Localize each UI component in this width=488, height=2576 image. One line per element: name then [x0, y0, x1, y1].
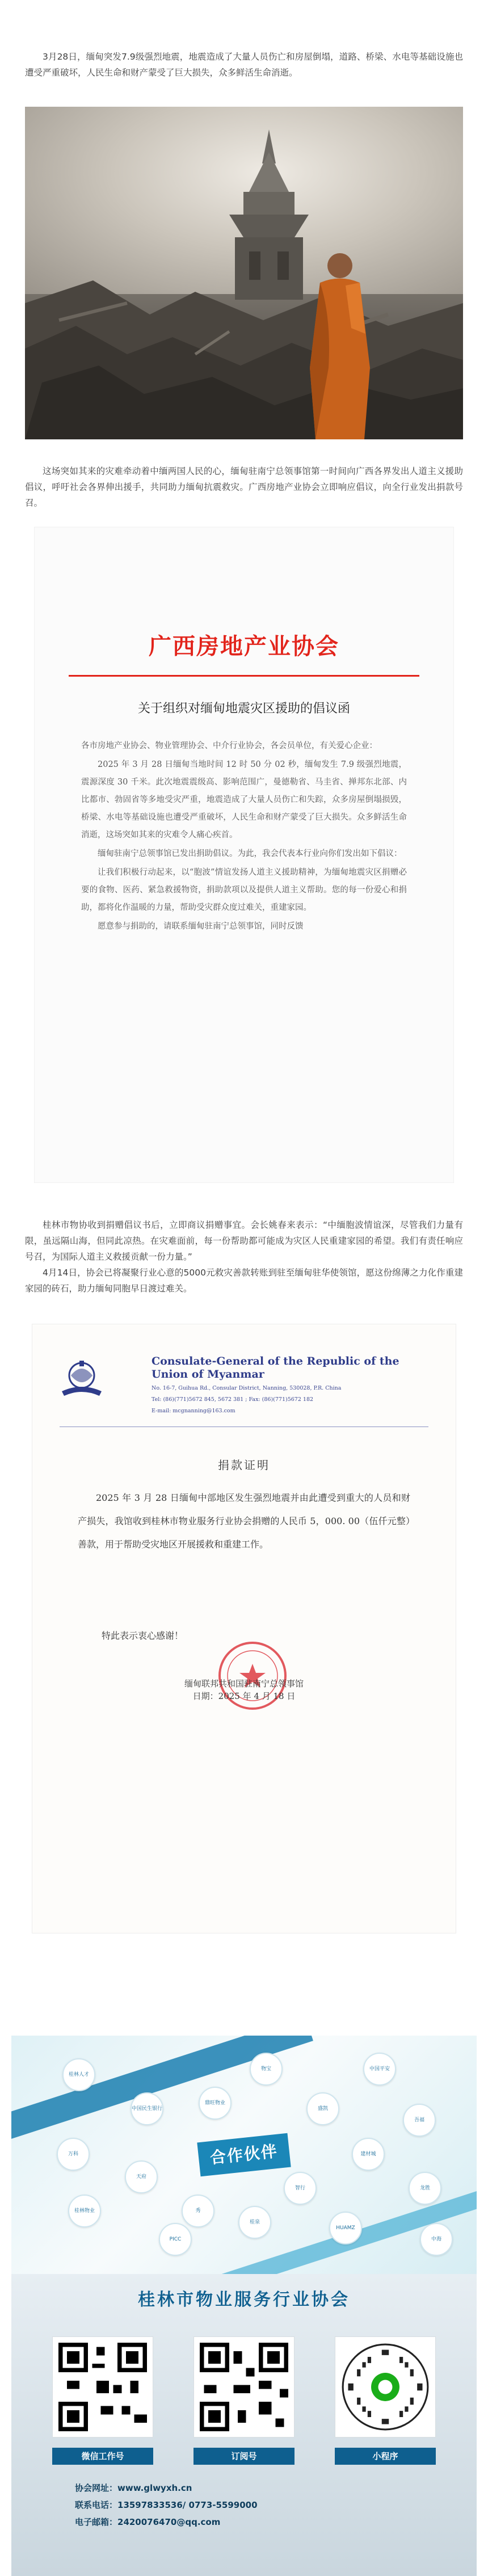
website-text: 协会网址：www.glwyxh.cn: [75, 2483, 192, 2493]
association-footer: [11, 2274, 477, 2576]
consulate-name-en: Consulate-General of the Republic of the Union of Myanmar: [152, 1355, 399, 1381]
donation-certificate-image: [32, 1324, 456, 1933]
letter-paragraph: 让我们积极行动起来，以“胞波”情谊发扬人道主义援助精神，为缅甸地震灾区捐赠必要的食物、医药、紧急救援物资，捐助款项以及提供人道主义帮助。您的每一份爱心和捐助，都将化作温暖的力量，帮助受灾群众度过难关，重建家园。: [81, 868, 407, 912]
consulate-email: E-mail: mcgnanning@163.com: [152, 1408, 235, 1414]
qr-code-icon: [58, 2343, 147, 2431]
consulate-appeal-section: [0, 439, 488, 527]
qr-code-icon: [200, 2343, 288, 2431]
partners-banner: [11, 2036, 477, 2274]
certificate-paragraph: 2025 年 3 月 28 日缅甸中部地区发生强烈地震并由此遭受到重大的人员和财产损失，我馆收到桂林市物业服务行业协会捐赠的人民币 5，000. 00（伍仟元整）善款，用于帮助受灾地区开展援救和重建工作。: [78, 1492, 410, 1550]
partner-logo: 中国民生银行: [131, 2092, 163, 2125]
partner-logo: 天府: [125, 2160, 158, 2193]
partner-logo: 龙胜: [409, 2172, 441, 2205]
donation-transfer-paragraph: 4月14日，协会已将凝聚行业心意的5000元救灾善款转账到驻至缅甸驻华使领馆，愿这份绵薄之力化作重建家园的砖石，助力缅甸同胞早日渡过难关。: [25, 1268, 463, 1294]
footer-org-name: 桂林市物业服务行业协会: [138, 2290, 350, 2310]
partner-logo: 桂林物业: [68, 2195, 101, 2227]
monk-figure: [297, 243, 382, 439]
signer-name: 缅甸联邦共和国驻南宁总领事馆: [184, 1679, 304, 1689]
subscription-qr-label: 订阅号: [193, 2448, 295, 2465]
mini-program-qr-code[interactable]: [335, 2336, 436, 2437]
partner-logo: 万科: [57, 2138, 90, 2171]
initiative-letter-image: [34, 527, 454, 1183]
letterhead-divider: [69, 675, 419, 677]
letter-paragraph: 2025 年 3 月 28 日缅甸当地时间 12 时 50 分 02 秒，缅甸发生 7.9 级强烈地震，震源深度 30 千米。此次地震震级高、影响范围广，曼德勒省、马圭省、掸邦东北部、内比都市、勃固省等多地受灾严重，地震造成了大量人员伤亡和失踪，众多房屋倒塌损毁，桥梁、水电等基础设施也遭受严重破坏，人民生命和财产蒙受了巨大损失。众多鲜活生命消逝，这场突如其来的灾难令人痛心疾首。: [81, 760, 407, 840]
president-statement-paragraph: 桂林市物协收到捐赠倡议书后，立即商议捐赠事宜。会长姚春来表示：“中缅胞波情谊深，尽管我们力量有限，虽远隔山海，但同此凉热。在灾难面前，每一份帮助都可能成为灾区人民重建家园的希望。我们有责任响应号召，为国际人道主义救援贡献一份力量。”: [25, 1220, 463, 1262]
certificate-date: 日期：2025 年 4 月 18 日: [192, 1691, 296, 1701]
wechat-qr-label: 微信工作号: [52, 2448, 153, 2465]
consulate-address: No. 16-7, Guihua Rd., Consular District, Nanning, 530028, P.R. China: [152, 1385, 342, 1391]
phone-text: 联系电话：13597833536/ 0773-5599000: [75, 2500, 258, 2510]
myanmar-emblem-icon: [60, 1357, 104, 1398]
letter-title: 关于组织对缅甸地震灾区援助的倡议函: [137, 702, 350, 716]
partner-logo: 建材城: [352, 2138, 385, 2171]
consulate-letterhead: [152, 1355, 424, 1415]
letter-salutation: 各市房地产业协会、物业管理协会、中介行业协会，各会员单位，有关爱心企业：: [81, 741, 377, 750]
certificate-title: 捐款证明: [218, 1458, 270, 1472]
intro-paragraph: 3月28日，缅甸突发7.9级强烈地震，地震造成了大量人员伤亡和房屋倒塌，道路、桥梁、水电等基础设施也遭受严重破坏，人民生命和财产蒙受了巨大损失，众多鲜活生命消逝。: [25, 52, 463, 78]
partner-logo: 中国平安: [363, 2053, 396, 2086]
wechat-qr-code[interactable]: [52, 2336, 153, 2437]
certificate-thanks: 特此表示衷心感谢！: [102, 1630, 184, 1641]
partner-logo: 中海: [420, 2223, 453, 2256]
partner-logo: 鼎旺物业: [199, 2087, 232, 2120]
mini-program-qr-label: 小程序: [335, 2448, 436, 2465]
partner-logo: 物宝: [250, 2053, 283, 2086]
partner-logo: 智行: [284, 2172, 317, 2205]
consulate-appeal-paragraph: 这场突如其来的灾难牵动着中缅两国人民的心，缅甸驻南宁总领事馆第一时间向广西各界发出人道主义援助倡议，呼吁社会各界伸出援手，共同助力缅甸抗震救灾。广西房地产业协会立即响应倡议，向全行业发出捐款号召。: [25, 466, 463, 508]
subscription-qr-code[interactable]: [193, 2336, 295, 2437]
email-text: 电子邮箱：2420076470@qq.com: [75, 2517, 221, 2527]
partner-logo: 桂林人才: [62, 2058, 95, 2091]
earthquake-photo: [25, 107, 463, 439]
rubble-illustration: [25, 269, 463, 439]
partner-logo: HUAMZ: [329, 2212, 362, 2244]
partner-logo: 盛凯: [306, 2092, 339, 2125]
contact-info: [75, 2479, 258, 2531]
partners-title: 合作伙伴: [197, 2133, 291, 2176]
letter-paragraph: 缅甸驻南宁总领事馆已发出捐助倡议。为此，我会代表本行业向你们发出如下倡议：: [98, 849, 402, 858]
letter-paragraph: 愿意参与捐助的，请联系缅甸驻南宁总领事馆，同时反馈: [98, 922, 304, 931]
partner-logo: 吾福: [403, 2104, 436, 2137]
consulate-phone: Tel: (86)(771)5672 845, 5672 381 ; Fax: (86)(771)5672 182: [152, 1396, 314, 1403]
certificate-signature: [32, 1677, 456, 1702]
partner-logo: 桂泉: [238, 2206, 271, 2239]
donation-response-section: [0, 1183, 488, 1324]
association-letterhead: 广西房地产业协会: [149, 633, 339, 660]
letter-body: [81, 737, 407, 937]
intro-section: [0, 0, 488, 107]
mini-program-code-icon: [341, 2343, 430, 2431]
partner-logo: 秀: [182, 2195, 214, 2227]
certificate-body: [78, 1486, 410, 1556]
partner-logo: PICC: [159, 2223, 192, 2256]
